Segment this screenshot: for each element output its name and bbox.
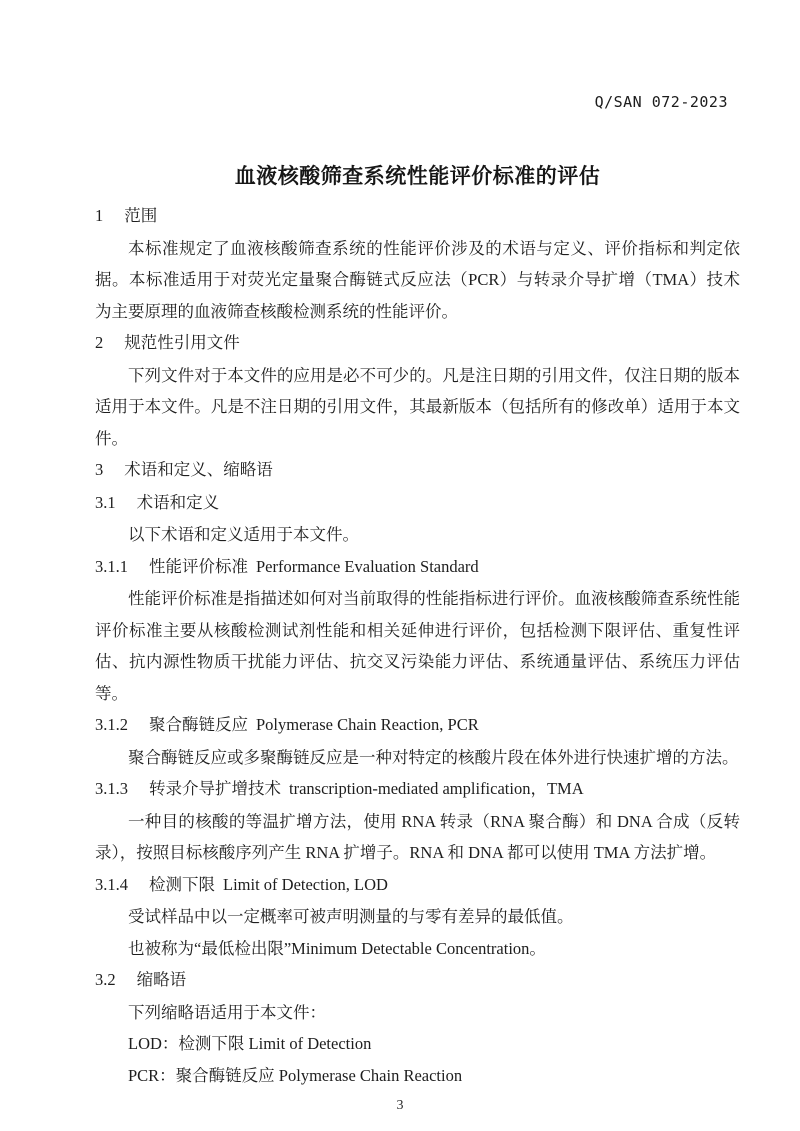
section-number: 3.2 [95,970,116,989]
paragraph-pcr-definition: 聚合酶链反应或多聚酶链反应是一种对特定的核酸片段在体外进行快速扩增的方法。 [128,747,739,767]
term-cn: 性能评价标准 [149,557,248,576]
paragraph-terms-intro: 以下术语和定义适用于本文件。 [128,525,359,544]
section-title-cn: 缩略语 [136,971,187,989]
paragraph-scope: 本标准规定了血液核酸筛查系统的性能评价涉及的术语与定义、评价指标和判定依据。本标准适用于对荧光定量聚合酶链式反应法（PCR）与转录介导扩增（TMA）技术为主要原理的血液筛查核酸检测系统的性能评价。 [95,238,740,321]
section-title-cn: 术语和定义、缩略语 [124,461,273,479]
section-number: 3.1.4 [95,874,128,894]
section-heading-3 [95,454,740,487]
section-heading-3-1-1 [95,551,740,584]
section-title-cn: 规范性引用文件 [124,334,240,352]
paragraph-normative-references: 下列文件对于本文件的应用是必不可少的。凡是注日期的引用文件，仅注日期的版本适用于本文件。凡是不注日期的引用文件，其最新版本（包括所有的修改单）适用于本文件。 [95,365,740,448]
section-number: 1 [95,206,104,225]
term-en: Limit of Detection, LOD [223,874,388,894]
section-number: 3 [95,460,104,479]
section-heading-2 [95,327,740,360]
section-heading-3-1-3 [95,773,740,806]
doc-code: Q/SAN 072-2023 [594,93,728,111]
paragraph-tma-definition: 一种目的核酸的等温扩增方法，使用 RNA 转录（RNA 聚合酶）和 DNA 合成（反转录），按照目标核酸序列产生 RNA 扩增子。RNA 和 DNA 都可以使用 TMA 方法扩增。 [95,811,740,862]
paragraph-lod-definition: 受试样品中以一定概率可被声明测量的与零有差异的最低值。 [128,907,574,926]
section-number: 3.1.2 [95,715,128,734]
section-title-cn: 范围 [124,207,158,225]
section-number: 3.1.1 [95,556,128,576]
paragraph-abbr-intro: 下列缩略语适用于本文件： [128,1002,326,1022]
section-heading-1 [95,200,740,233]
page-title: 血液核酸筛查系统性能评价标准的评估 [234,165,601,188]
term-en: Performance Evaluation Standard [256,556,479,576]
abbreviation-item-pcr: PCR：聚合酶链反应 Polymerase Chain Reaction [128,1065,463,1085]
paragraph-lod-alias: 也被称为“最低检出限”Minimum Detectable Concentration。 [128,938,546,958]
abbreviation-item-lod: LOD：检测下限 Limit of Detection [128,1034,372,1053]
page-number: 3 [396,1098,404,1113]
term-cn: 转录介导扩增技术 [149,780,281,798]
section-number: 3.1.3 [95,779,128,798]
term-cn: 检测下限 [149,875,215,894]
section-heading-3-1-4 [95,869,740,902]
section-title-cn: 术语和定义 [136,493,220,512]
section-number: 2 [95,333,104,352]
section-heading-3-1-2 [95,709,740,742]
section-number: 3.1 [95,492,116,512]
section-heading-3-2 [95,964,740,997]
term-cn: 聚合酶链反应 [149,716,248,734]
term-en: Polymerase Chain Reaction, PCR [256,715,479,734]
document-body [95,200,740,1091]
term-en: transcription-mediated amplification，TMA [289,779,584,798]
section-heading-3-1 [95,487,740,520]
paragraph-performance-standard-definition: 性能评价标准是指描述如何对当前取得的性能指标进行评价。血液核酸筛查系统性能评价标准主要从核酸检测试剂性能和相关延伸进行评价，包括检测下限评估、重复性评估、抗内源性物质干扰能力评估、抗交叉污染能力评估、系统通量评估、系统压力评估等。 [95,589,740,703]
